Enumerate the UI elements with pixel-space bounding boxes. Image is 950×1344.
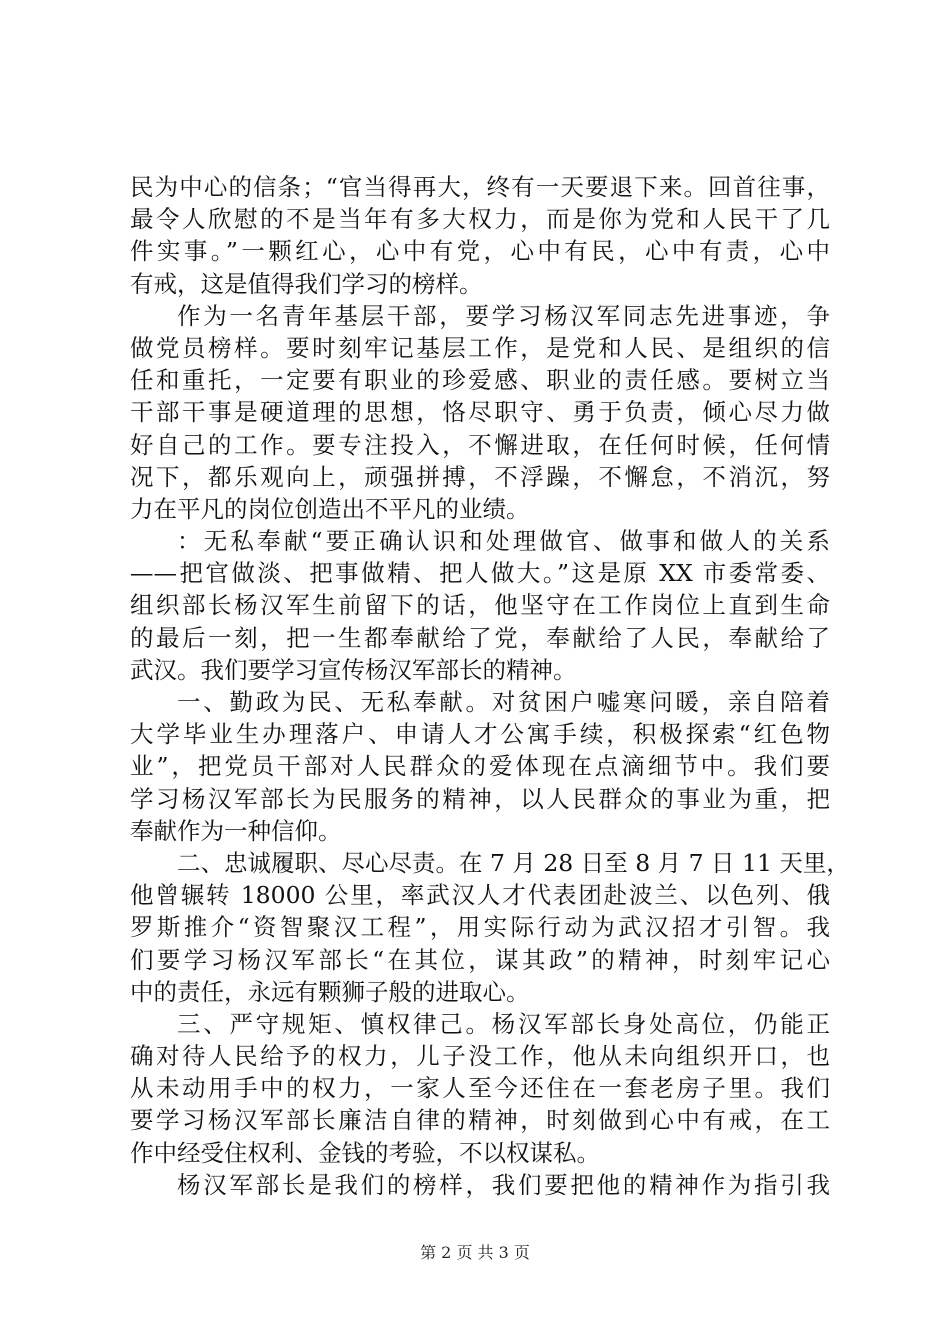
text-line: 力在平凡的岗位创造出不平凡的业绩。 [130,494,530,523]
text-line: 一、勤政为民、无私奉献。对贫困户嘘寒问暖，亲自陪着 [177,688,830,716]
text-line: 最令人欣慰的不是当年有多大权力，而是你为党和人民干了几 [130,205,830,234]
text-line: 业”，把党员干部对人民群众的爱体现在点滴细节中。我们要 [130,752,830,781]
text-line: ——把官做淡、把事做精、把人做大。”这是原 XX 市委常委、 [130,559,830,588]
text-line: 件实事。”一颗红心，心中有党，心中有民，心中有责，心中 [130,237,830,266]
text-line: ：无私奉献“要正确认识和处理做官、做事和做人的关系 [177,527,830,556]
text-line: 的最后一刻，把一生都奉献给了党，奉献给了人民，奉献给了 [130,623,830,652]
text-line: 况下，都乐观向上，顽强拼搏，不浮躁，不懈怠，不消沉，努 [130,462,830,491]
document-body [130,171,850,1201]
text-line: 作为一名青年基层干部，要学习杨汉军同志先进事迹，争 [177,301,830,330]
text-line: 组织部长杨汉军生前留下的话，他坚守在工作岗位上直到生命 [130,591,830,620]
text-line: 好自己的工作。要专注投入，不懈进取，在任何时候，任何情 [130,430,830,459]
text-line: 作中经受住权利、金钱的考验，不以权谋私。 [130,1138,600,1167]
text-line: 做党员榜样。要时刻牢记基层工作，是党和人民、是组织的信 [130,333,830,362]
text-line: 从未动用手中的权力，一家人至今还住在一套老房子里。我们 [130,1074,830,1103]
text-line: 学习杨汉军部长为民服务的精神，以人民群众的事业为重，把 [130,784,830,813]
text-line: 武汉。我们要学习宣传杨汉军部长的精神。 [130,655,577,684]
page-number-footer: 第 2 页 共 3 页 [420,1243,530,1262]
text-line: 罗斯推介“资智聚汉工程”，用实际行动为武汉招才引智。我 [130,913,830,942]
text-line: 民为中心的信条；“官当得再大，终有一天要退下来。回首往事， [130,173,830,201]
text-line: 要学习杨汉军部长廉洁自律的精神，时刻做到心中有戒，在工 [130,1106,830,1135]
text-line: 有戒，这是值得我们学习的榜样。 [130,269,483,298]
text-line: 大学毕业生办理落户、申请人才公寓手续，积极探索“红色物 [130,720,830,749]
text-line: 他曾辗转 18000 公里，率武汉人才代表团赴波兰、以色列、俄 [130,881,830,910]
text-line: 中的责任，永远有颗狮子般的进取心。 [130,977,530,1006]
text-line: 任和重托，一定要有职业的珍爱感、职业的责任感。要树立当 [130,366,830,395]
text-line: 们要学习杨汉军部长“在其位，谋其政”的精神，时刻牢记心 [130,945,830,974]
text-line: 奉献作为一种信仰。 [130,816,342,845]
text-line: 二、忠诚履职、尽心尽责。在 7 月 28 日至 8 月 7 日 11 天里， [177,848,850,877]
text-line: 三、严守规矩、慎权律己。杨汉军部长身处高位，仍能正 [177,1009,830,1038]
text-line: 确对待人民给予的权力，儿子没工作，他从未向组织开口，也 [130,1042,830,1071]
text-line: 干部干事是硬道理的思想，恪尽职守、勇于负责，倾心尽力做 [130,398,830,427]
text-line: 杨汉军部长是我们的榜样，我们要把他的精神作为指引我 [177,1170,830,1199]
